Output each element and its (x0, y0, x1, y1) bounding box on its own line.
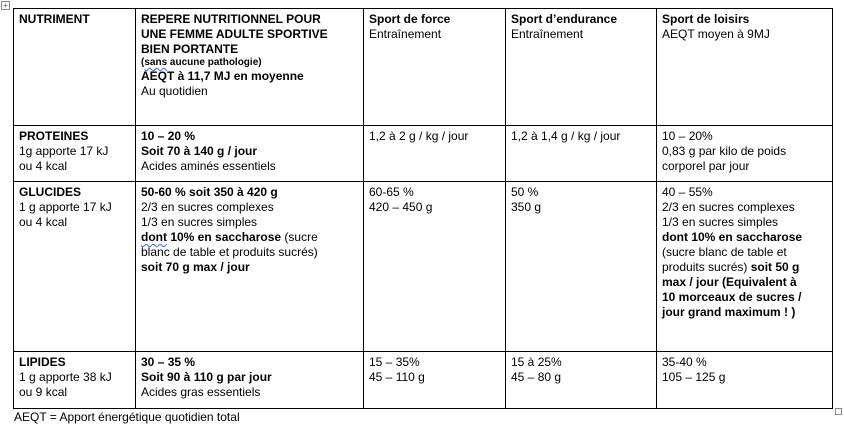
loisirs-line: 10 morceaux de sucres / (662, 290, 802, 304)
header-repere-line: BIEN PORTANTE (141, 42, 239, 56)
nutrient-energy: 1 g apporte 38 kJ (19, 370, 112, 384)
nutrient-energy: ou 4 kcal (19, 215, 68, 229)
header-cell-endurance (506, 9, 657, 126)
loisirs-line: 105 – 125 g (662, 370, 726, 384)
repere-line: Acides aminés essentiels (141, 159, 276, 173)
loisirs-cell (657, 352, 833, 409)
loisirs-line: dont 10% en saccharose (662, 230, 803, 244)
header-nutriment: NUTRIMENT (19, 12, 90, 26)
repere-cell (136, 126, 364, 182)
note-part: ( (141, 57, 145, 68)
repere-cell (136, 352, 364, 409)
force-value: 45 – 110 g (369, 370, 425, 384)
repere-line: 1/3 en sucres simples (141, 215, 258, 229)
header-cell-loisirs (657, 9, 833, 126)
table-row (14, 126, 833, 182)
footnote: AEQT = Apport énergétique quotidien total (14, 410, 240, 424)
force-value: 15 – 35% (369, 355, 420, 369)
header-cell-force (364, 9, 506, 126)
force-value: 60-65 % (369, 185, 414, 199)
repere-line: Soit 70 à 140 g / jour (141, 144, 258, 158)
loisirs-line: 40 – 55% (662, 185, 713, 199)
spellcheck-word[interactable]: dont (141, 230, 167, 244)
header-repere-note (141, 57, 359, 69)
loisirs-line: jour grand maximum ! ) (662, 305, 796, 319)
loisirs-cell (657, 126, 833, 182)
force-cell (364, 352, 506, 409)
nutrient-cell-proteines (14, 126, 136, 182)
endurance-value: 350 g (511, 200, 542, 214)
repere-line: 30 – 35 % (141, 355, 196, 369)
loisirs-normal: produits sucrés) (662, 260, 751, 274)
nutrient-name: GLUCIDES (19, 185, 82, 199)
loisirs-line: 2/3 en sucres complexes (662, 200, 795, 214)
loisirs-line: corporel par jour (662, 159, 750, 173)
force-cell (364, 182, 506, 352)
header-loisirs-sub: AEQT moyen à 9MJ (662, 27, 770, 41)
nutrition-table (13, 8, 833, 409)
nutrient-name: LIPIDES (19, 355, 66, 369)
loisirs-line: 0,83 g par kilo de poids (662, 144, 787, 158)
loisirs-line: 10 – 20% (662, 129, 713, 143)
nutrient-energy: 1g apporte 17 kJ (19, 144, 109, 158)
repere-line: 50-60 % soit 350 à 420 g (141, 185, 278, 199)
header-cell-nutriment (14, 9, 136, 126)
loisirs-line (662, 260, 828, 275)
header-repere-line: UNE FEMME ADULTE SPORTIVE (141, 27, 328, 41)
header-force-sub: Entraînement (369, 27, 442, 41)
header-endurance-title: Sport d’endurance (511, 12, 618, 26)
repere-line: blanc de table et produits sucrés) (141, 245, 318, 259)
endurance-cell (506, 182, 657, 352)
header-aeqt: AEQT à 11,7 MJ en moyenne (141, 69, 304, 83)
table-row (14, 352, 833, 409)
repere-cell (136, 182, 364, 352)
nutrient-energy: ou 4 kcal (19, 159, 68, 173)
loisirs-line: 1/3 en sucres simples (662, 215, 779, 229)
table-row (14, 182, 833, 352)
table-row (14, 9, 833, 126)
note-part: aucune pathologie) (167, 57, 262, 68)
nutrient-name: PROTEINES (19, 129, 89, 143)
repere-line: Soit 90 à 110 g par jour (141, 370, 272, 384)
table-move-handle-icon[interactable]: + (1, 1, 10, 10)
loisirs-cell (657, 182, 833, 352)
nutrient-cell-glucides (14, 182, 136, 352)
endurance-value: 15 à 25% (511, 355, 562, 369)
endurance-value: 45 – 80 g (511, 370, 562, 384)
endurance-cell (506, 352, 657, 409)
loisirs-line: 35-40 % (662, 355, 707, 369)
nutrient-energy: ou 9 kcal (19, 385, 68, 399)
endurance-value: 50 % (511, 185, 539, 199)
repere-line: soit 70 g max / jour (141, 260, 250, 274)
repere-normal: (sucre (281, 230, 318, 244)
repere-line: Acides gras essentiels (141, 385, 261, 399)
spellcheck-word[interactable]: sans (144, 57, 168, 68)
table-resize-handle-icon[interactable] (835, 408, 842, 415)
nutrient-cell-lipides (14, 352, 136, 409)
nutrient-energy: 1 g apporte 17 kJ (19, 200, 112, 214)
repere-line: 2/3 en sucres complexes (141, 200, 274, 214)
header-repere-line: REPERE NUTRITIONNEL POUR (141, 12, 321, 26)
header-loisirs-title: Sport de loisirs (662, 12, 750, 26)
force-cell (364, 126, 506, 182)
loisirs-line: max / jour (Equivalent à (662, 275, 797, 289)
loisirs-line: (sucre blanc de table et (662, 245, 787, 259)
header-force-title: Sport de force (369, 12, 451, 26)
repere-bold: 10% en saccharose (167, 230, 282, 244)
repere-line (141, 230, 359, 245)
endurance-value: 1,2 à 1,4 g / kg / jour (511, 129, 621, 143)
loisirs-bold: soit 50 g (750, 260, 800, 274)
force-value: 420 – 450 g (369, 200, 433, 214)
endurance-cell (506, 126, 657, 182)
header-daily: Au quotidien (141, 84, 208, 98)
force-value: 1,2 à 2 g / kg / jour (369, 129, 469, 143)
header-cell-repere (136, 9, 364, 126)
repere-line: 10 – 20 % (141, 129, 196, 143)
header-endurance-sub: Entraînement (511, 27, 584, 41)
